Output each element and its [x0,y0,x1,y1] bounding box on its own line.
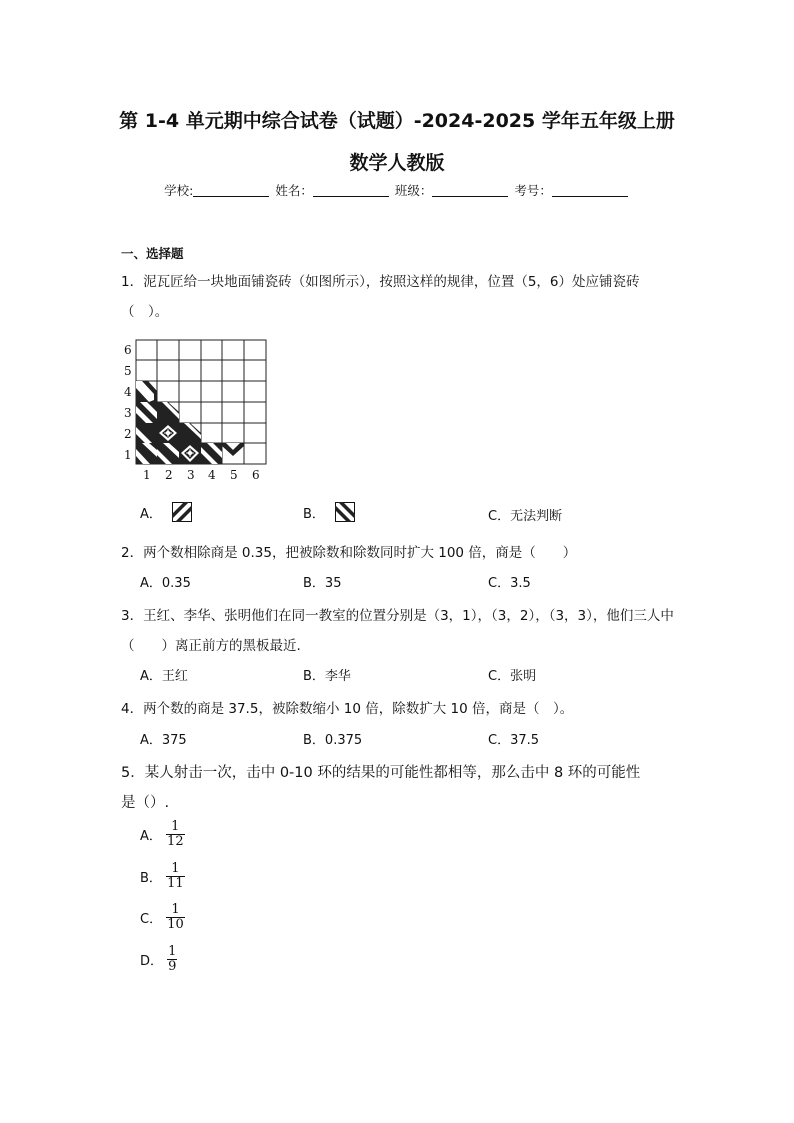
q5-option-b[interactable]: B． $\frac{1}{11}$ [140,861,184,891]
school-blank[interactable] [193,183,269,197]
y-label-2: 2 [124,427,132,441]
q3-text-cont: （ ）离正前方的黑板最近. [121,638,301,654]
q4-text: 4．两个数的商是 37.5，被除数缩小 10 倍，除数扩大 10 倍，商是（ ）。 [121,701,574,717]
q2-text: 2．两个数相除商是 0.35，把被除数和除数同时扩大 100 倍，商是（ ） [121,545,577,561]
x-label-4: 4 [208,468,216,482]
q4-option-a[interactable]: A．375 [140,733,187,748]
q5-option-c[interactable]: C． $\frac{1}{10}$ [140,902,184,932]
q3-option-b[interactable]: B．李华 [303,669,351,684]
q3-option-a[interactable]: A．王红 [140,669,188,684]
y-label-5: 5 [124,364,132,378]
class-blank[interactable] [432,183,508,197]
q1-option-a[interactable]: A． [140,502,192,522]
school-label: 学校: [164,183,194,198]
y-label-4: 4 [124,385,132,399]
name-blank[interactable] [313,183,389,197]
q3-text: 3．王红、李华、张明他们在同一教室的位置分别是（3，1），（3，2），（3，3），他们三人中 [121,608,674,624]
q5-option-a[interactable]: A． $\frac{1}{12}$ [140,819,184,849]
x-label-2: 2 [165,468,173,482]
y-label-3: 3 [124,406,132,420]
q5-text: 5．某人射击一次，击中 0-10 环的结果的可能性都相等，那么击中 8 环的可能性 [121,765,641,781]
q1-text: 1．泥瓦匠给一块地面铺瓷砖（如图所示），按照这样的规律，位置（5，6）处应铺瓷砖 [121,274,640,290]
tile-option-a-icon [172,502,192,522]
exam-subtitle: 数学人教版 [349,152,445,174]
name-label: 姓名： [275,183,313,198]
fraction: $\frac{1}{9}$ [168,944,177,974]
x-label-6: 6 [252,468,260,482]
y-label-6: 6 [124,343,132,357]
class-label: 班级： [394,183,433,198]
y-label-1: 1 [124,448,132,462]
q2-option-b[interactable]: B．35 [303,576,342,591]
q1-text-cont: （ ）。 [121,304,169,320]
student-info-row [0,181,794,199]
fraction: $\frac{1}{12}$ [167,819,184,849]
fraction: $\frac{1}{10}$ [167,902,184,932]
x-label-5: 5 [230,468,238,482]
q4-option-c[interactable]: C．37.5 [488,733,540,748]
exam-number-label: 考号： [514,183,552,198]
exam-number-blank[interactable] [552,183,628,197]
q2-option-c[interactable]: C．3.5 [488,576,531,591]
q1-option-b[interactable]: B． [303,502,355,522]
tile-grid-figure [118,336,278,486]
q3-option-c[interactable]: C．张明 [488,669,537,684]
q5-text-cont: 是（）. [121,795,170,811]
x-label-1: 1 [143,468,151,482]
section-title: 一、选择题 [121,246,184,261]
x-label-3: 3 [187,468,195,482]
q5-option-d[interactable]: D． $\frac{1}{9}$ [140,944,177,974]
q1-option-c[interactable]: C．无法判断 [488,509,563,524]
tile-option-b-icon [335,502,355,522]
fraction: $\frac{1}{11}$ [167,861,184,891]
q2-option-a[interactable]: A．0.35 [140,576,191,591]
q4-option-b[interactable]: B．0.375 [303,733,363,748]
exam-title: 第 1-4 单元期中综合试卷（试题）-2024-2025 学年五年级上册 [119,110,675,132]
